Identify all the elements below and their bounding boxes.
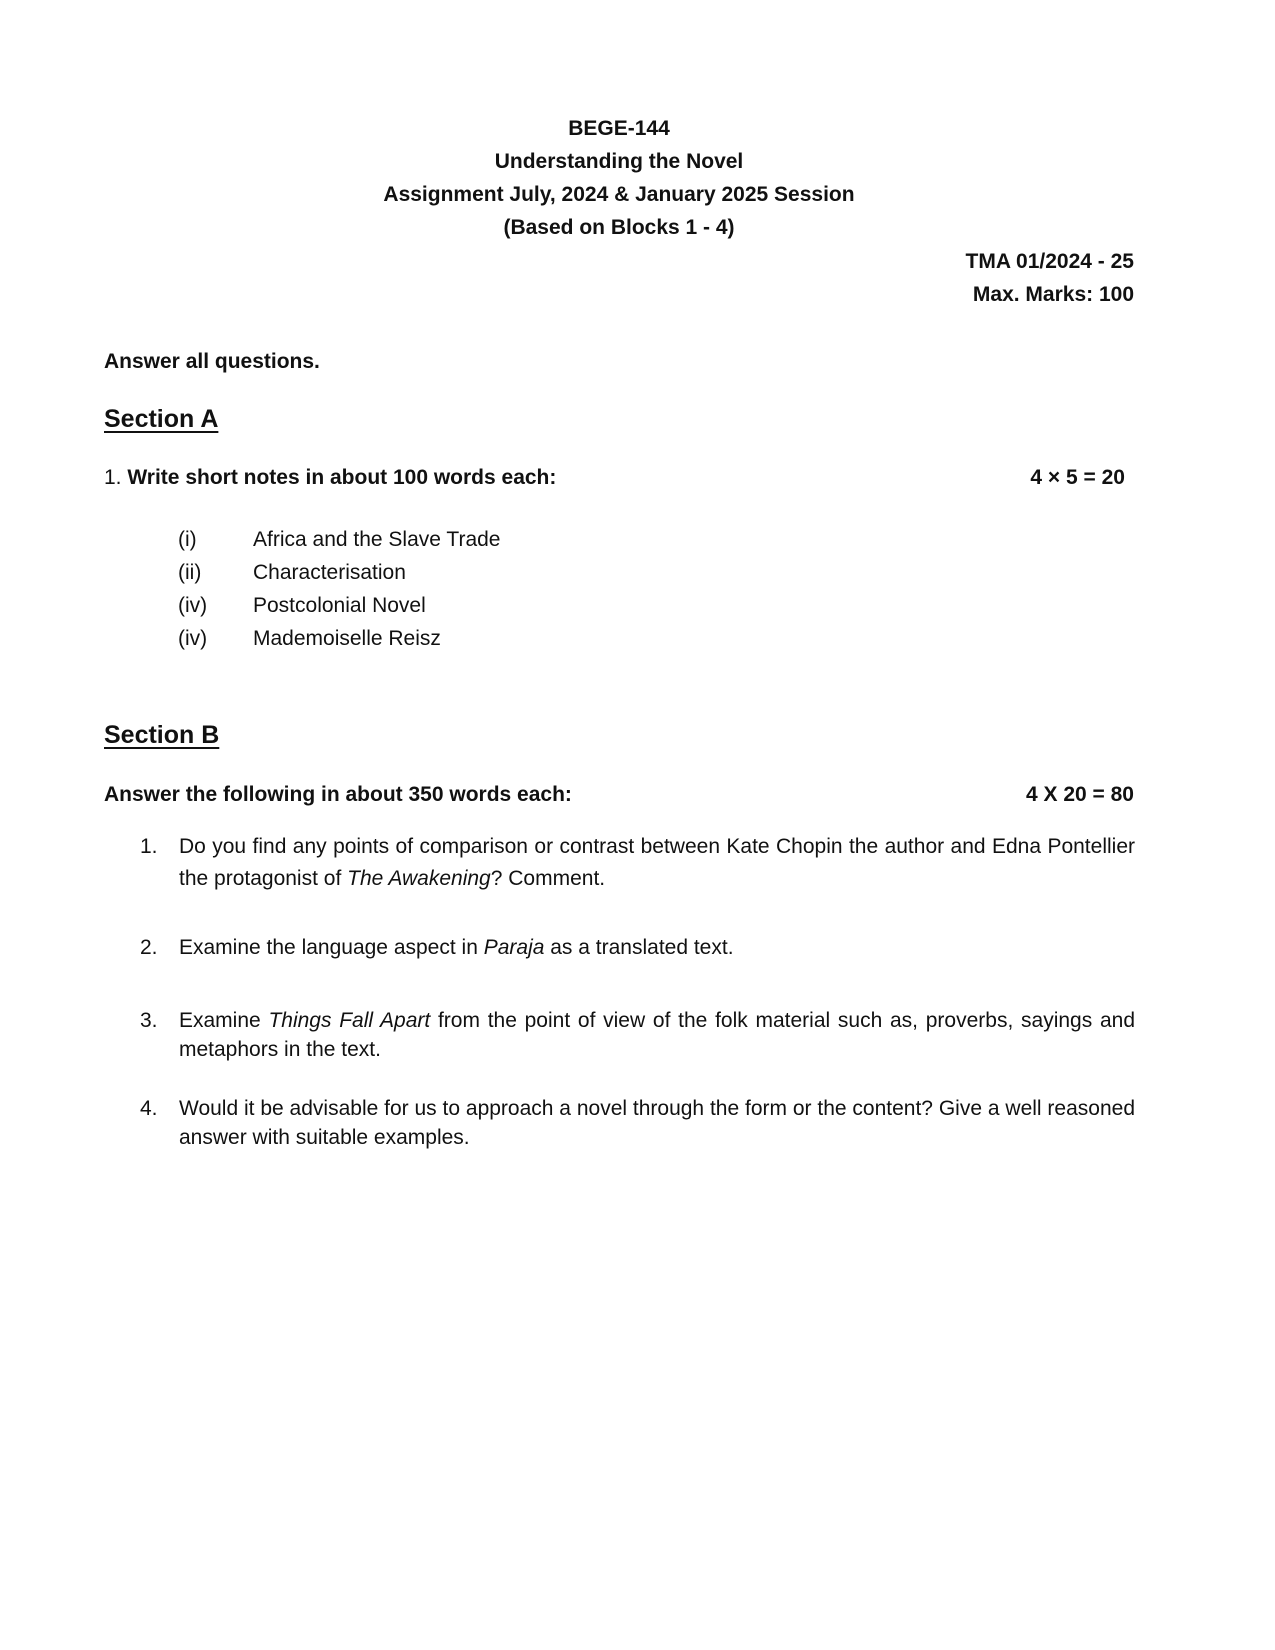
question-number: 4. <box>140 1097 158 1120</box>
question-text: Would it be advisable for us to approach a novel through the form or the content? Give a well reasoned answer with suitable examples. <box>179 1097 1135 1149</box>
blocks-line: (Based on Blocks 1 - 4) <box>503 216 735 239</box>
general-instruction: Answer all questions. <box>104 350 320 373</box>
list-item <box>178 594 426 618</box>
question-item <box>140 1006 1135 1064</box>
item-text: Characterisation <box>253 561 406 584</box>
question-text: Examine the language aspect in Paraja as a translated text. <box>179 936 734 959</box>
question-text: Write short notes in about 100 words each: <box>127 466 557 489</box>
item-number: (i) <box>178 528 197 551</box>
question-number: 1. <box>104 466 122 489</box>
question-item <box>140 1094 1135 1152</box>
question-item <box>140 831 1135 895</box>
max-marks: Max. Marks: 100 <box>972 283 1134 306</box>
section-b-instruction: Answer the following in about 350 words each: <box>104 783 572 806</box>
item-number: (iv) <box>178 594 208 617</box>
section-b-marks: 4 X 20 = 80 <box>1025 783 1134 806</box>
list-item <box>178 528 500 552</box>
question-number: 3. <box>140 1009 158 1032</box>
question-text: Examine Things Fall Apart from the point of view of the folk material such as, proverbs, sayings and metaphors in the text. <box>179 1009 1136 1061</box>
item-text: Africa and the Slave Trade <box>253 528 501 551</box>
course-code: BEGE-144 <box>568 117 670 140</box>
book-title: Things Fall Apart <box>268 1009 431 1032</box>
item-number: (iv) <box>178 627 208 650</box>
item-number: (ii) <box>178 561 202 584</box>
question-text: Do you find any points of comparison or contrast between Kate Chopin the author and Edna Pontellier the protagonist of The Awakening? Comment. <box>179 835 1135 890</box>
list-item <box>178 627 441 651</box>
item-text: Postcolonial Novel <box>253 594 426 617</box>
section-a-heading: Section A <box>104 405 219 433</box>
item-text: Mademoiselle Reisz <box>253 627 441 650</box>
tma-number: TMA 01/2024 - 25 <box>965 250 1134 273</box>
course-title: Understanding the Novel <box>494 150 744 173</box>
section-a-marks: 4 × 5 = 20 <box>1030 466 1125 489</box>
session-line: Assignment July, 2024 & January 2025 Session <box>383 183 855 206</box>
list-item <box>178 561 406 585</box>
section-a-question <box>104 466 556 490</box>
question-number: 2. <box>140 936 158 959</box>
book-title: Paraja <box>483 936 545 959</box>
question-item <box>140 932 1135 964</box>
book-title: The Awakening <box>347 867 491 890</box>
question-number: 1. <box>140 835 158 858</box>
section-b-heading: Section B <box>104 721 220 749</box>
